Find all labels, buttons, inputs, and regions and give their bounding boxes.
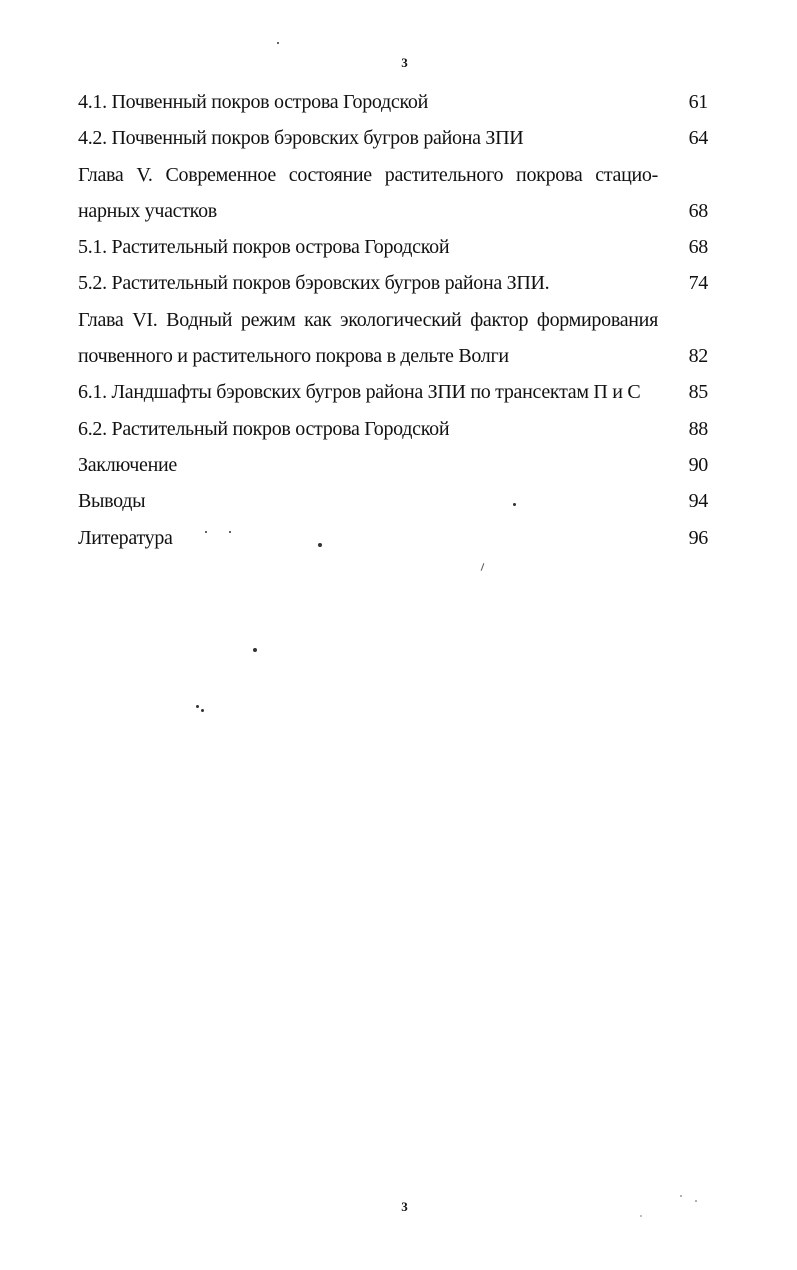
- toc-entry[interactable]: [78, 84, 708, 120]
- scan-speck: [513, 503, 516, 506]
- toc-entry-page: 68: [688, 199, 708, 222]
- scan-speck: [640, 1215, 642, 1217]
- toc-entry-title: 5.1. Растительный покров острова Городской: [78, 236, 450, 259]
- toc-entry[interactable]: [78, 229, 708, 265]
- toc-entry-page: 68: [688, 236, 708, 259]
- toc-entry-page: 90: [688, 453, 708, 476]
- toc-entry-title: Выводы: [78, 490, 146, 513]
- footer-page-number: 3: [401, 1199, 408, 1214]
- toc-entry[interactable]: [78, 374, 708, 410]
- scan-speck: [695, 1200, 697, 1202]
- toc-entry-page: 64: [688, 127, 708, 150]
- toc-entry[interactable]: [78, 265, 708, 301]
- toc-entry-title: 5.2. Растительный покров бэровских бугров района ЗПИ.: [78, 272, 550, 295]
- toc-entry-title: 6.2. Растительный покров острова Городской: [78, 417, 450, 440]
- toc-entry[interactable]: [78, 447, 708, 483]
- toc-entry[interactable]: [78, 411, 708, 447]
- toc-entry-page: 96: [688, 526, 708, 549]
- toc-entry-title: 4.2. Почвенный покров бэровских бугров района ЗПИ: [78, 127, 524, 150]
- toc-entry-title: Литература: [78, 526, 173, 549]
- toc-entry-page: 61: [688, 91, 708, 113]
- toc-entry-title: Заключение: [78, 453, 177, 476]
- header-page-number: 3: [401, 55, 408, 70]
- scan-speck: [481, 563, 485, 571]
- toc-entry-page: 82: [688, 345, 708, 368]
- scan-speck: [277, 42, 279, 44]
- scan-speck: [253, 648, 257, 652]
- scan-speck: [680, 1195, 682, 1197]
- toc-entry-title: 4.1. Почвенный покров острова Городской: [78, 91, 428, 113]
- table-of-contents: [78, 84, 708, 556]
- toc-entry-title: Глава V. Современное состояние растительного покрова стацио-нарных участков: [78, 163, 658, 222]
- toc-entry-page: 85: [688, 381, 708, 404]
- toc-entry-title: Глава VI. Водный режим как экологический фактор формирования почвенного и растительного покрова в дельте Волги: [78, 308, 658, 368]
- toc-entry-title: 6.1. Ландшафты бэровских бугров района ЗПИ по трансектам П и С: [78, 381, 641, 404]
- scan-speck: [201, 709, 204, 712]
- scan-speck: [229, 531, 231, 533]
- toc-entry[interactable]: [78, 120, 708, 156]
- scan-speck: [318, 543, 322, 547]
- scan-speck: [196, 705, 199, 708]
- toc-entry-page: 94: [688, 490, 708, 513]
- toc-entry[interactable]: [78, 302, 708, 375]
- scan-speck: [205, 531, 207, 533]
- toc-entry[interactable]: [78, 520, 708, 556]
- toc-entry-page: 74: [688, 272, 708, 295]
- toc-entry[interactable]: [78, 157, 708, 230]
- toc-entry[interactable]: [78, 483, 708, 519]
- toc-entry-page: 88: [688, 417, 708, 440]
